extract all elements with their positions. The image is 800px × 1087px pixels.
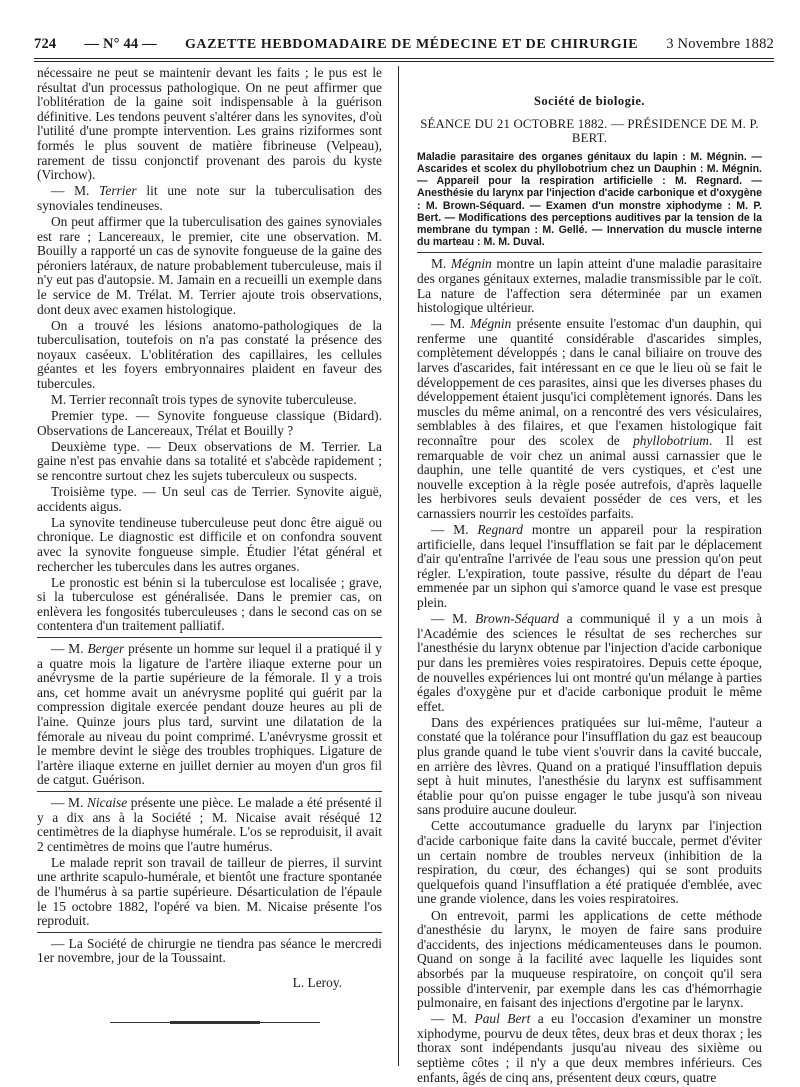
author-name: Nicaise — [86, 795, 128, 810]
header-rule-secondary — [34, 61, 774, 62]
author-name: Mégnin — [450, 256, 492, 272]
paragraph: Dans des expériences pratiquées sur lui-même, l'auteur a constaté que la tolérance pour l'insufflation du gaz est beaucoup plus grande quand le tube vient s'ouvrir dans la cavité buccale, en arrière des lèvres. Quand on a pratiqué l'insufflation depuis sept à huit minutes, l'anesthésie du larynx est suffisamment établie pour qu'on puisse engager le tube jusqu'à son niveau sans produire aucune douleur. — [417, 714, 762, 818]
author-name: Mégnin — [470, 316, 512, 332]
signature: L. Leroy. — [292, 975, 342, 991]
section-separator — [37, 791, 382, 792]
author-name: Regnard — [477, 522, 523, 538]
species-name: phyllobotrium — [633, 433, 709, 449]
paragraph: M. Terrier reconnaît trois types de synovite tuberculeuse. — [51, 392, 357, 408]
page-number: 724 — [34, 36, 57, 52]
paragraph: On a trouvé les lésions anatomo-pathologiques de la tuberculisation, toutefois on n'a pas constaté la présence des noyaux caséeux. L'oblitération des capillaires, les cellules géantes et les foyers embryonnaires plaident en faveur des tubercules. — [37, 317, 382, 391]
paragraph: — M. Terrier lit une note sur la tuberculisation des synoviales tendineuses. — [37, 183, 382, 213]
paragraph: La synovite tendineuse tuberculeuse peut donc être aiguë ou chronique. Le diagnostic est difficile et on confondra souvent avec la synovite fongueuse simple. Étudier l'état général et rechercher les tubercules dans les autres organes. — [37, 514, 382, 574]
issue-date: 3 Novembre 1882 — [666, 36, 774, 52]
journal-title: GAZETTE HEBDOMADAIRE DE MÉDECINE ET DE CHIRURGIE — [184, 37, 639, 52]
paragraph: Premier type. — Synovite fongueuse classique (Bidard). Observations de Lancereaux, Trélat et Bouilly ? — [37, 408, 382, 438]
section-heading: Société de biologie. — [533, 94, 646, 108]
paragraph: — M. Paul Bert a eu l'occasion d'examiner un monstre xiphodyme, pourvu de deux têtes, deux bras et deux thorax ; les thorax sont indépendants jusqu'au niveau des sixième ou septième côtes ; il n'y a que deux membres inférieurs. Ces enfants, âgés de cinq ans, présentent deux cœurs, quatre — [417, 1011, 762, 1085]
paragraph: On peut affirmer que la tuberculisation des gaines synoviales est rare ; Lancereaux, le premier, cite une observation. M. Bouilly a rapporté un cas de synovite fongueuse de la gaine des péroniers latéraux, de nature probablement tuberculeuse, mais il n'y eut pas d'autopsie. M. Jamain en a recueilli un exemple dans le service de M. Trélat. M. Terrier ajoute trois observations, dont deux avec examen histologique. — [37, 213, 382, 317]
paragraph: On entrevoit, parmi les applications de cette méthode d'anesthésie du larynx, le moyen de faire sans produire d'accidents, des injections médicamenteuses dans le poumon. Quand on songe à la facilité avec laquelle les liquides sont absorbés par la muqueuse respiratoire, on conçoit qu'il sera possible d'intervenir, par exemple dans les cas d'hémorrhagie pulmonaire, en faisant des injections d'ergotine par le larynx. — [417, 907, 762, 1011]
paragraph: — M. Regnard montre un appareil pour la respiration artificielle, dans lequel l'insufflation se fait par le déplacement d'air qu'entraîne l'arrivée de l'eau sous une pression qu'on peut régler. L'expiration, toute passive, résulte du départ de l'eau emmenée par un siphon qui s'amorce quand le vase est presque plein. — [417, 522, 763, 611]
paragraph: — M. Nicaise présente une pièce. Le malade a été présenté il y a dix ans à la Société ; M. Nicaise avait réséqué 12 centimètres de la diaphyse humérale. L'os se reproduisit, il avait 2 centimètres de moins que l'autre humérus. — [37, 795, 382, 854]
paragraph: Deuxième type. — Deux observations de M. Terrier. La gaine n'est pas envahie dans sa totalité et s'abcède rapidement ; se rencontre surtout chez les sujets tuberculeux ou suspects. — [37, 438, 382, 484]
right-column — [417, 66, 762, 1087]
author-name: Berger — [87, 641, 125, 657]
session-line: SÉANCE DU 21 OCTOBRE 1882. — PRÉSIDENCE DE M. P. BERT. — [420, 116, 759, 146]
paragraph: Troisième type. — Un seul cas de Terrier. Synovite aiguë, accidents aigus. — [37, 484, 382, 514]
column-divider — [398, 66, 399, 1066]
page-header — [34, 36, 774, 56]
author-name: Paul Bert — [474, 1011, 531, 1027]
paragraph: — M. Mégnin présente ensuite l'estomac d'un dauphin, qui renferme une quantité considérable d'ascarides simples, complètement développés ; dans le canal biliaire on trouve des larves d'ascarides, fait intéressant en ce que le lieu où se fait le développement de ces parasites, ainsi que les diverses phases du développement étaient jusqu'ici complètement ignorés. Dans les muscles du même animal, on a rencontré des vers vésiculaires, semblables à des filaires, et que l'examen histologique fait reconnaître pour des scolex de phyllobotrium. Il est remarquable de voir chez un animal aussi carnassier que le dauphin, une telle quantité de vers cystiques, et c'est une nouvelle exception à la règle posée autrefois, d'après laquelle les herbivores seuls devaient posséder de ces vers, et les carnassiers nourrir les cestoïdes parfaits. — [417, 316, 763, 521]
issue-number: — N° 44 — — [84, 36, 157, 52]
paragraph: nécessaire ne peut se maintenir devant les faits ; le pus est le résultat d'un processus pathologique. On ne peut affirmer que l'oblitération de la gaine soit indispensable à la guérison définitive. Les tendons peuvent s'altérer dans les synovites, d'où l'utilité d'une prompte intervention. Les grains riziformes sont formés le plus souvent de matière fibrineuse (Velpeau), rarement de tissu conjonctif provenant des parois du kyste (Virchow). — [37, 65, 382, 183]
author-name: Brown-Séquard — [475, 611, 559, 627]
header-rule — [34, 58, 774, 59]
paragraph: — M. Brown-Séquard a communiqué il y a un mois à l'Académie des sciences le résultat de ses recherches sur l'anesthésie du larynx obtenue par l'injection d'acide carbonique pur dans les premières voies respiratoires. Depuis cette époque, de nouvelles expériences lui ont montré qu'un mélange à parties égales d'oxygène pur et d'acide carbonique produit le même effet. — [417, 611, 762, 714]
session-summary: Maladie parasitaire des organes génitaux du lapin : M. Mégnin. — Ascarides et scolex du phyllobotrium chez un Dauphin : M. Mégnin. — Appareil pour la respiration artificielle : M. Regnard. — Anesthésie du larynx par l'injection d'acide carbonique et d'oxygène : M. Brown-Séquard. — Examen d'un monstre xiphodyme : M. P. Bert. — Modifications des perceptions auditives par la tension de la membrane du tympan : M. Gellé. — Innervation du muscle interne du marteau : M. M. Duval. — [417, 150, 762, 249]
paragraph: Cette accoutumance graduelle du larynx par l'injection d'acide carbonique faite dans la cavité buccale, permet d'éviter un certain nombre de troubles nerveux (inhibition de la respiration, du cœur, des échanges) qui se sont produits quelquefois quand l'insufflation a été pratiquée d'emblée, avec une grande violence, dans les voies respiratoires. — [417, 818, 762, 907]
section-separator — [37, 932, 382, 933]
left-column — [37, 66, 382, 991]
section-separator — [37, 637, 382, 638]
end-ornament-rule — [110, 1022, 320, 1025]
section-separator — [417, 252, 762, 253]
paragraph: Le pronostic est bénin si la tuberculose est localisée ; grave, si la tuberculose est généralisée. Dans le premier cas, on enlèvera les fongosités tuberculeuses ; dans le second cas on se contentera d'un traitement palliatif. — [37, 574, 382, 634]
paragraph: — La Société de chirurgie ne tiendra pas séance le mercredi 1er novembre, jour de la Toussaint. — [37, 935, 382, 966]
paragraph: — M. Berger présente un homme sur lequel il a pratiqué il y a quatre mois la ligature de l'artère iliaque externe pour un anévrysme de la partie supérieure de la fémorale. Il y a trois ans, cet homme avait un anévrysme poplité qui guérit par la compression digitale exercée pendant douze heures au pli de l'aine. Quinze jours plus tard, survint une dilatation de la fémorale au niveau du point comprimé. L'anévrysme grossit et le membre devint le siège des troubles trophiques. Ligature de l'artère iliaque externe en juillet dernier au moyen d'un gros fil de catgut. Guérison. — [37, 641, 382, 788]
paragraph: M. Mégnin montre un lapin atteint d'une maladie parasitaire des organes génitaux externes, maladie transmissible par le coït. La nature de l'affection sera déterminée par un examen histologique ultérieur. — [417, 256, 762, 316]
paragraph: Le malade reprit son travail de tailleur de pierres, il survint une arthrite scapulo-humérale, et bientôt une fracture spontanée de l'humérus à sa partie supérieure. Désarticulation de l'épaule le 15 octobre 1882, l'opéré va bien. M. Nicaise présente l'os reproduit. — [37, 854, 382, 929]
author-name: Terrier — [99, 183, 137, 199]
